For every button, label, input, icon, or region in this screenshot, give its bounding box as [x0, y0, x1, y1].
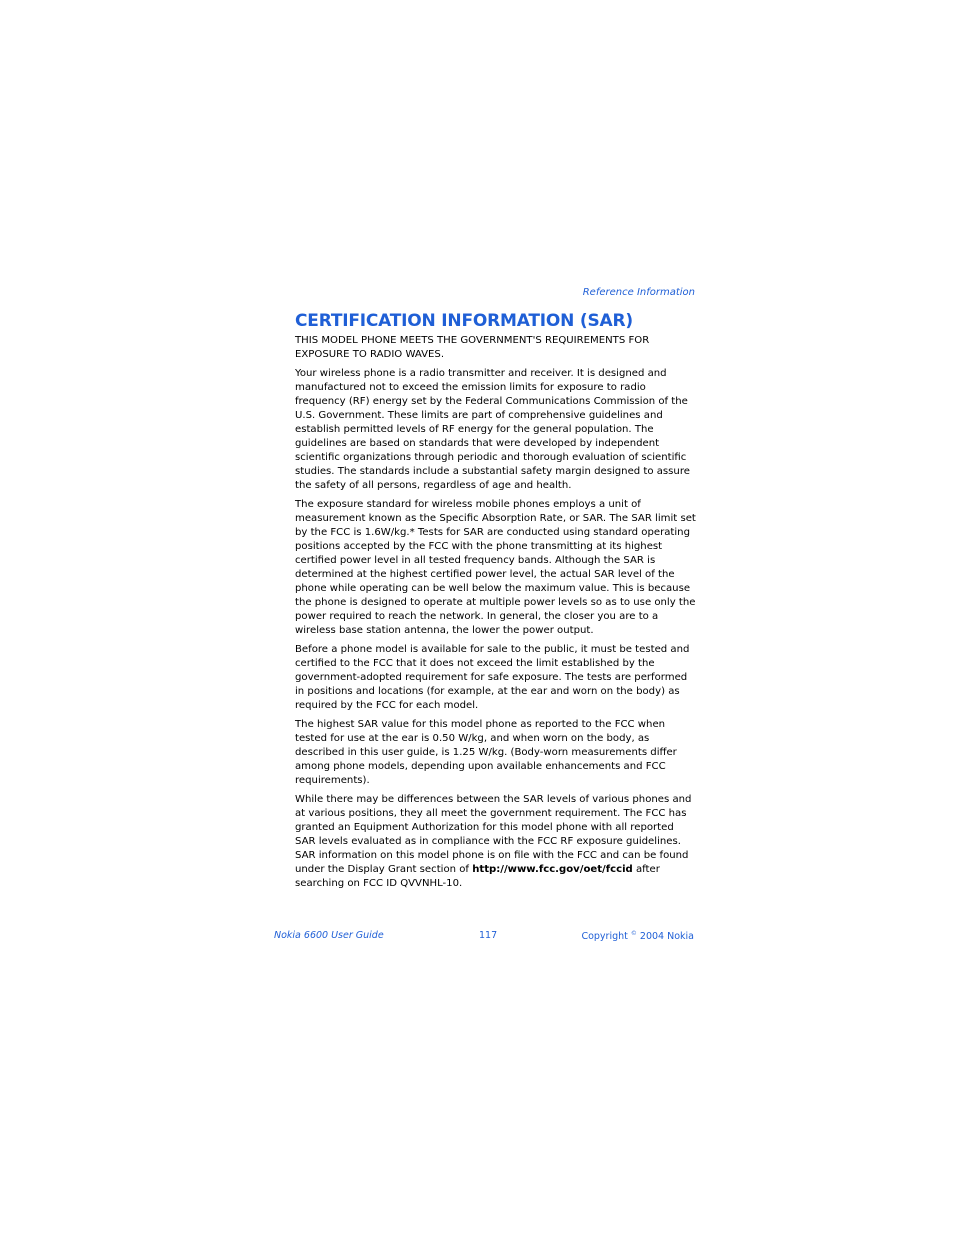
fcc-url-link[interactable]: http://www.fcc.gov/oet/fccid: [472, 864, 633, 875]
page-number: 117: [479, 930, 498, 941]
footer-guide-title: Nokia 6600 User Guide: [274, 930, 384, 941]
fcc-text-after: after searching on FCC ID QVVNHL-10.: [295, 864, 660, 889]
paragraph-rf-transmitter: Your wireless phone is a radio transmitter and receiver. It is designed and manufactured not to exceed the emission limits for exposure to radio frequency (RF) energy set by the Federal Communications Commission of the U.S. Government. These limits are part of comprehensive guidelines and establish permitted levels of RF energy for the general population. The guidelines are based on standards that were developed by independent scientific organizations through periodic and thorough evaluation of scientific studies. The standards include a substantial safety margin designed to assure the safety of all persons, regardless of age and health.: [295, 368, 690, 491]
paragraph-fcc-authorization: [295, 793, 697, 891]
fcc-text-before: While there may be differences between the SAR levels of various phones and at various positions, they all meet the government requirement. The FCC has granted an Equipment Authorization for this model phone with all reported SAR levels evaluated as in compliance with the FCC RF exposure guidelines. SAR information on this model phone is on file with the FCC and can be found under the Display Grant section of: [295, 794, 692, 875]
footer-copyright: [581, 930, 694, 942]
copyright-prefix: Copyright: [581, 931, 631, 943]
page-title: CERTIFICATION INFORMATION (SAR): [295, 311, 633, 331]
section-header: Reference Information: [582, 287, 695, 298]
paragraph-certification: Before a phone model is available for sale to the public, it must be tested and certified to the FCC that it does not exceed the limit established by the government-adopted requirement for safe exposure. The tests are performed in positions and locations (for example, at the ear and worn on the body) as required by the FCC for each model.: [295, 644, 690, 711]
document-body: [295, 334, 697, 896]
copyright-suffix: 2004 Nokia: [636, 931, 694, 943]
paragraph-sar-standard: The exposure standard for wireless mobile phones employs a unit of measurement known as the Specific Absorption Rate, or SAR. The SAR limit set by the FCC is 1.6W/kg.* Tests for SAR are conducted using standard operating positions accepted by the FCC with the phone transmitting at its highest certified power level in all tested frequency bands. Although the SAR is determined at the highest certified power level, the actual SAR level of the phone while operating can be well below the maximum value. This is because the phone is designed to operate at multiple power levels so as to use only the power required to reach the network. In general, the closer you are to a wireless base station antenna, the lower the power output.: [295, 499, 696, 636]
page-footer: [274, 930, 694, 944]
copyright-symbol: ©: [630, 930, 637, 937]
paragraph-sar-values: The highest SAR value for this model phone as reported to the FCC when tested for use at the ear is 0.50 W/kg, and when worn on the body, as described in this user guide, is 1.25 W/kg. (Body-worn measurements differ among phone models, depending upon available enhancements and FCC requirements).: [295, 719, 677, 786]
lead-statement: THIS MODEL PHONE MEETS THE GOVERNMENT'S REQUIREMENTS FOR EXPOSURE TO RADIO WAVES.: [295, 335, 650, 360]
